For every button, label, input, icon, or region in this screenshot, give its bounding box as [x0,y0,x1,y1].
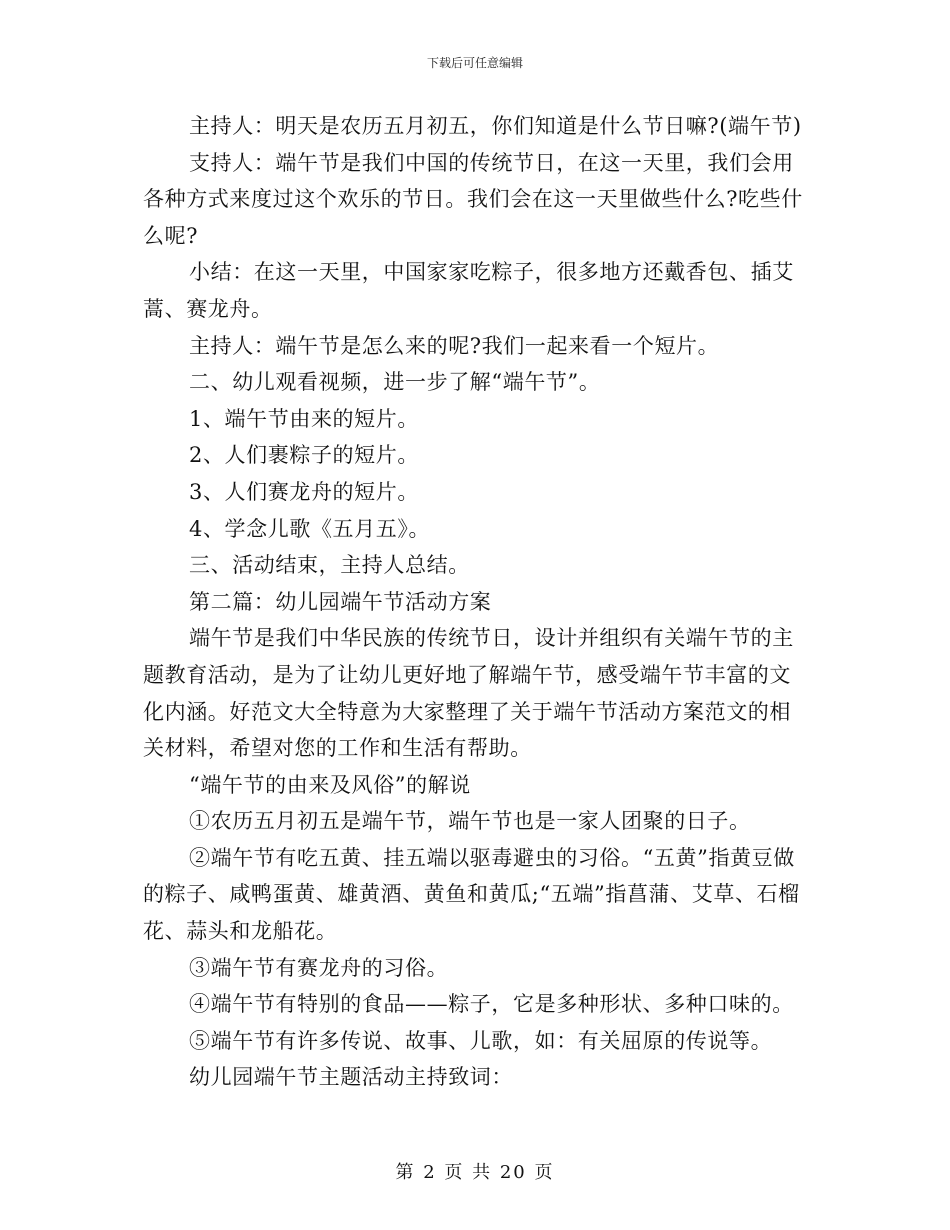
list-item-custom-1: ①农历五月初五是端午节，端午节也是一家人团聚的日子。 [189,809,751,834]
list-item-custom-5: ⑤端午节有许多传说、故事、儿歌，如：有关屈原的传说等。 [189,1028,773,1053]
paragraph-host-intro: 支持人：端午节是我们中国的传统节日，在这一天里，我们会用各种方式来度过这个欢乐的节日。我们会在这一天里做些什么?吃些什么呢? [143,150,803,248]
paragraph-host-origin: 主持人：端午节是怎么来的呢?我们一起来看一个短片。 [189,333,720,358]
page-number-footer: 第 2 页 共 20 页 [395,1162,555,1183]
section-heading-activity-end: 三、活动结束，主持人总结。 [189,553,470,578]
page-header-note: 下载后可任意编辑 [426,56,523,70]
paragraph-host-speech-title: 幼儿园端午节主题活动主持致词： [189,1065,513,1090]
list-item-nursery-rhyme: 4、学念儿歌《五月五》。 [189,516,431,541]
chapter-title: 第二篇：幼儿园端午节活动方案 [189,589,492,614]
subheading-origin-customs: “端午节的由来及风俗”的解说 [189,772,471,797]
list-item-origin-clip: 1、端午节由来的短片。 [189,406,419,431]
paragraph-introduction: 端午节是我们中华民族的传统节日，设计并组织有关端午节的主题教育活动，是为了让幼儿更好地了解端午节，感受端午节丰富的文化内涵。好范文大全特意为大家整理了关于端午节活动方案范文的相关材料，希望对您的工作和生活有帮助。 [143,626,794,761]
list-item-custom-4: ④端午节有特别的食品——粽子，它是多种形状、多种口味的。 [189,992,794,1017]
paragraph-host-question: 主持人：明天是农历五月初五，你们知道是什么节日嘛?(端午节) [189,114,802,138]
list-item-zongzi-clip: 2、人们裹粽子的短片。 [189,443,419,468]
list-item-custom-2: ②端午节有吃五黄、挂五端以驱毒避虫的习俗。“五黄”指黄豆做的粽子、咸鸭蛋黄、雄黄酒、黄鱼和黄瓜;“五端”指菖蒲、艾草、石榴花、蒜头和龙船花。 [143,845,800,944]
document-body [143,108,808,1096]
section-heading-watch-video: 二、幼儿观看视频，进一步了解“端午节”。 [189,370,601,395]
paragraph-summary: 小结：在这一天里，中国家家吃粽子，很多地方还戴香包、插艾蒿、赛龙舟。 [143,260,794,321]
list-item-custom-3: ③端午节有赛龙舟的习俗。 [189,955,449,980]
list-item-dragon-boat-clip: 3、人们赛龙舟的短片。 [189,479,419,504]
